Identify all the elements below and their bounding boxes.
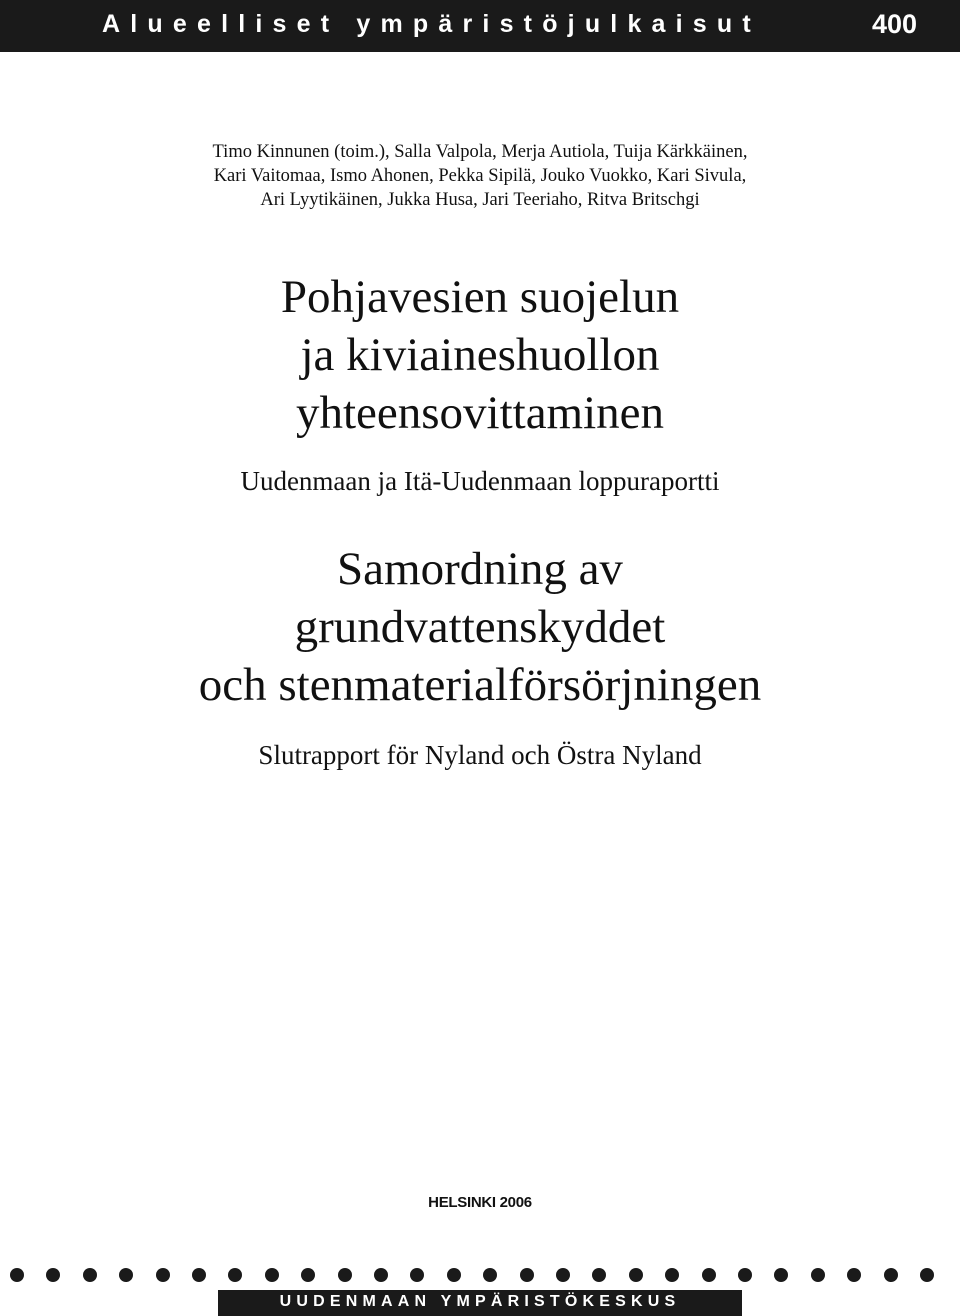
- decorative-dot: [265, 1268, 279, 1282]
- author-line-1: Timo Kinnunen (toim.), Salla Valpola, Merja Autiola, Tuija Kärkkäinen,: [212, 142, 748, 162]
- decorative-dot: [374, 1268, 388, 1282]
- author-line-2: Kari Vaitomaa, Ismo Ahonen, Pekka Sipilä, Jouko Vuokko, Kari Sivula,: [213, 166, 747, 186]
- decorative-dot: [592, 1268, 606, 1282]
- title-swedish: [0, 540, 960, 714]
- decorative-dot: [884, 1268, 898, 1282]
- decorative-dot: [301, 1268, 315, 1282]
- series-header-bar: [0, 0, 960, 52]
- decorative-dot-row: [0, 1268, 960, 1288]
- decorative-dot: [156, 1268, 170, 1282]
- decorative-dot: [702, 1268, 716, 1282]
- decorative-dot: [10, 1268, 24, 1282]
- title-finnish: [0, 268, 960, 442]
- subtitle-finnish: Uudenmaan ja Itä-Uudenmaan loppuraportti: [240, 466, 720, 496]
- title-swedish-line-2: grundvattenskyddet: [294, 601, 666, 653]
- decorative-dot: [46, 1268, 60, 1282]
- decorative-dot: [83, 1268, 97, 1282]
- publisher-footer-bar: [218, 1290, 742, 1316]
- publisher-name: UUDENMAAN YMPÄRISTÖKESKUS: [279, 1293, 681, 1310]
- author-list: [0, 140, 960, 212]
- decorative-dot: [483, 1268, 497, 1282]
- decorative-dot: [228, 1268, 242, 1282]
- decorative-dot: [920, 1268, 934, 1282]
- decorative-dot: [665, 1268, 679, 1282]
- decorative-dot: [447, 1268, 461, 1282]
- title-swedish-line-1: Samordning av: [337, 543, 623, 595]
- decorative-dot: [338, 1268, 352, 1282]
- decorative-dot: [811, 1268, 825, 1282]
- decorative-dot: [520, 1268, 534, 1282]
- title-swedish-line-3: och stenmaterialförsörjningen: [198, 659, 762, 711]
- decorative-dot: [774, 1268, 788, 1282]
- decorative-dot: [738, 1268, 752, 1282]
- subtitle-swedish: Slutrapport för Nyland och Östra Nyland: [258, 740, 702, 770]
- decorative-dot: [556, 1268, 570, 1282]
- place-year: HELSINKI 2006: [428, 1194, 532, 1211]
- series-number: 400: [872, 9, 918, 39]
- decorative-dot: [192, 1268, 206, 1282]
- title-finnish-line-3: yhteensovittaminen: [295, 387, 665, 439]
- title-finnish-line-2: ja kiviaineshuollon: [300, 329, 660, 381]
- decorative-dot: [629, 1268, 643, 1282]
- decorative-dot: [119, 1268, 133, 1282]
- series-name: Alueelliset ympäristöjulkaisut: [102, 10, 761, 38]
- author-line-3: Ari Lyytikäinen, Jukka Husa, Jari Teeriaho, Ritva Britschgi: [260, 190, 700, 210]
- title-finnish-line-1: Pohjavesien suojelun: [280, 271, 680, 323]
- decorative-dot: [410, 1268, 424, 1282]
- decorative-dot: [847, 1268, 861, 1282]
